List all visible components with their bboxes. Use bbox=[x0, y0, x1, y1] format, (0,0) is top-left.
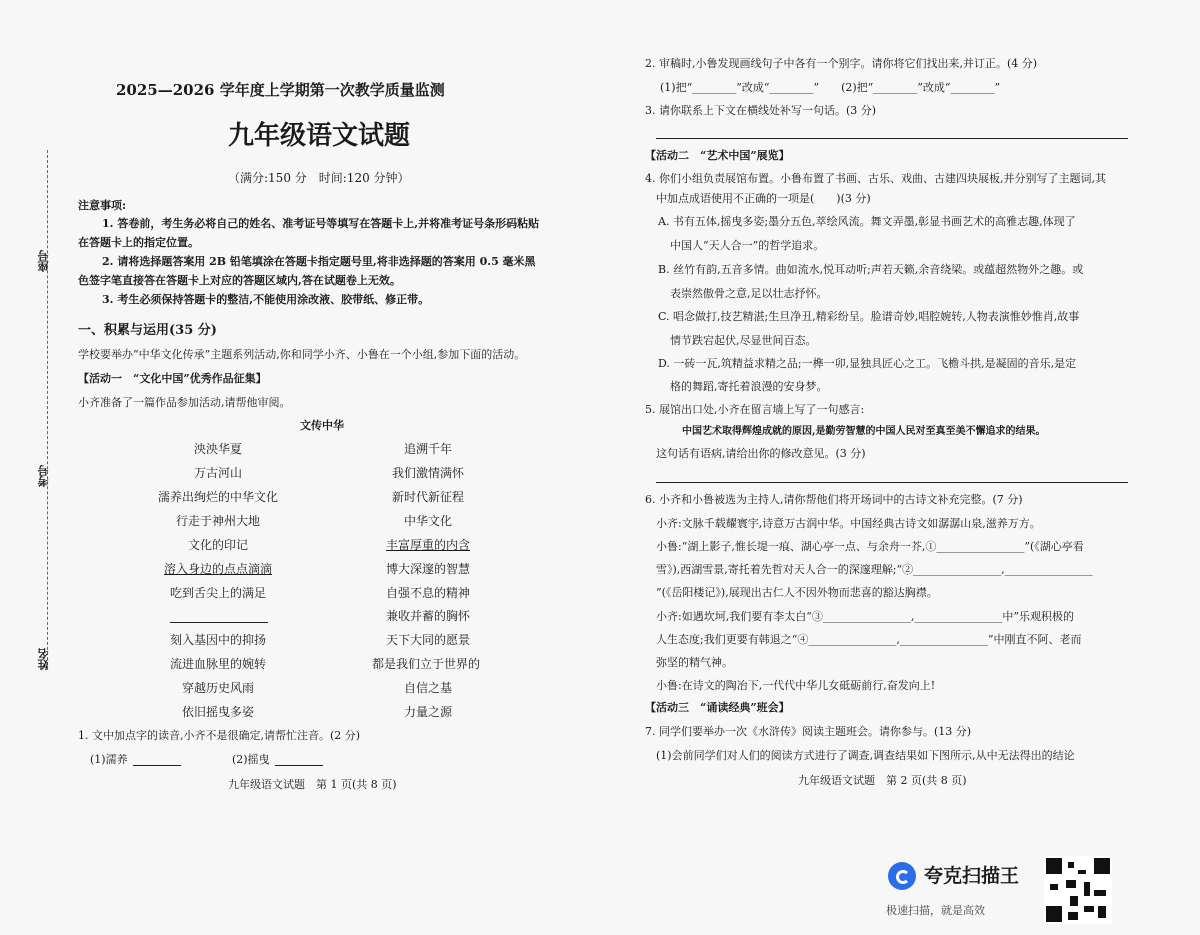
exam-number-label: 考号 bbox=[37, 465, 50, 487]
poem-blank-line bbox=[170, 622, 268, 623]
q4-option-c: 情节跌宕起伏,尽显世间百态。 bbox=[670, 334, 817, 347]
question-3: 3. 请你联系上下文在横线处补写一句话。(3 分) bbox=[645, 104, 877, 117]
notice-line: 1. 答卷前，考生务必将自己的姓名、准考证号等填写在答题卡上,并将准考证号条形码粘贴 bbox=[102, 217, 540, 230]
poem-line: 博大深邃的智慧 bbox=[386, 562, 471, 576]
q6-line: 小鲁:在诗文的陶冶下,一代代中华儿女砥砺前行,奋发向上! bbox=[656, 679, 936, 692]
poem-line: 新时代新征程 bbox=[392, 490, 465, 504]
binding-line bbox=[47, 150, 48, 670]
q1-item-2-label: (2)摇曳 bbox=[232, 753, 270, 766]
poem-line: 自信之基 bbox=[404, 681, 453, 695]
q3-answer-line[interactable] bbox=[656, 138, 1128, 139]
poem-title: 文传中华 bbox=[300, 419, 344, 432]
question-1: 1. 文中加点字的读音,小齐不是很确定,请帮忙注音。(2 分) bbox=[78, 729, 361, 742]
q4-option-b: B. 丝竹有韵,五音多情。曲如流水,悦耳动听;声若天籁,余音绕梁。或蕴超然物外之趣。或 bbox=[658, 263, 1084, 276]
poem-line: 依旧摇曳多姿 bbox=[182, 705, 255, 719]
notice-line: 2. 请将选择题答案用 2B 铅笔填涂在答题卡指定题号里,将非选择题的答案用 0.5 毫米黑 bbox=[102, 255, 536, 268]
question-2: 2. 审稿时,小鲁发现画线句子中各有一个别字。请你将它们找出来,并订正。(4 分) bbox=[645, 57, 1038, 70]
q4-option-d: 格的舞蹈,寄托着浪漫的安身梦。 bbox=[670, 380, 828, 393]
activity-2-heading: 【活动二 “艺术中国”展览】 bbox=[645, 149, 790, 162]
question-7: 7. 同学们要举办一次《水浒传》阅读主题班会。请你参与。(13 分) bbox=[645, 725, 972, 738]
notice-line: 3. 考生必须保持答题卡的整洁,不能使用涂改液、胶带纸、修正带。 bbox=[102, 293, 430, 306]
activity-intro: 学校要举办“中华文化传承”主题系列活动,你和同学小齐、小鲁在一个小组,参加下面的活动。 bbox=[78, 348, 526, 361]
poem-line: 吃到舌尖上的满足 bbox=[170, 586, 267, 600]
q4-option-d: D. 一砖一瓦,筑精益求精之品;一榫一卯,显独具匠心之工。飞檐斗拱,是凝固的音乐,是定 bbox=[658, 357, 1077, 370]
q1-item-2-answer-line[interactable] bbox=[275, 765, 323, 766]
q4-option-c: C. 唱念做打,技艺精湛;生旦净丑,精彩纷呈。脸谱奇妙,唱腔婉转,人物表演惟妙惟肖,故事 bbox=[658, 310, 1080, 323]
page-1-footer: 九年级语文试题 第 1 页(共 8 页) bbox=[228, 778, 397, 791]
q4-option-a: A. 书有五体,摇曳多姿;墨分五色,萃绘风流。舞文弄墨,彰显书画艺术的高雅志趣,体现了 bbox=[658, 215, 1076, 228]
q5-instruction: 这句话有语病,请给出你的修改意见。(3 分) bbox=[656, 447, 866, 460]
question-4: 4. 你们小组负责展馆布置。小鲁布置了书画、古乐、戏曲、古建四块展板,并分别写了主题词,其 bbox=[645, 172, 1106, 185]
notice-line: 色签字笔直接答在答题卡上对应的答题区域内,答在试题卷上无效。 bbox=[78, 274, 401, 287]
qr-code-icon bbox=[1044, 856, 1112, 924]
poem-line: 中华文化 bbox=[404, 514, 453, 528]
poem-line: 都是我们立于世界的 bbox=[372, 657, 481, 671]
scanner-slogan: 极速扫描，就是高效 bbox=[886, 904, 985, 917]
section-1-heading: 一、积累与运用(35 分) bbox=[78, 323, 217, 338]
notice-line: 在答题卡上的指定位置。 bbox=[78, 236, 199, 249]
poem-line: 追溯千年 bbox=[404, 442, 453, 456]
poem-line: 力量之源 bbox=[404, 705, 453, 719]
activity-3-heading: 【活动三 “诵读经典”班会】 bbox=[645, 701, 790, 714]
q4-option-b: 表崇然傲骨之意,足以壮志抒怀。 bbox=[670, 287, 828, 300]
name-label: 姓名 bbox=[37, 648, 50, 670]
poem-line: 刻入基因中的抑扬 bbox=[170, 633, 267, 647]
poem-line: 兼收并蓄的胸怀 bbox=[386, 609, 471, 623]
poem-line: 泱泱华夏 bbox=[194, 442, 243, 456]
q4-option-a: 中国人“天人合一”的哲学追求。 bbox=[670, 239, 825, 252]
score-time: （满分:150 分 时间:120 分钟） bbox=[228, 171, 410, 185]
q6-line: 小鲁:“湖上影子,惟长堤一痕、湖心亭一点、与余舟一芥,①________________”(《湖心亭看 bbox=[656, 540, 1084, 553]
poem-line: 濡养出绚烂的中华文化 bbox=[158, 490, 279, 504]
q6-line: 雪》),西湖雪景,寄托着先哲对天人合一的深邃理解;“②________________,________________ bbox=[656, 563, 1093, 576]
q1-item-1-answer-line[interactable] bbox=[133, 765, 181, 766]
q6-line: 小齐:文脉千载耀寰宇,诗意万古润中华。中国经典古诗文如潺潺山泉,滋养万方。 bbox=[656, 517, 1041, 530]
activity-1-intro: 小齐准备了一篇作品参加活动,请帮他审阅。 bbox=[78, 396, 291, 409]
scanner-logo-icon bbox=[888, 862, 916, 890]
question-4: 中加点成语使用不正确的一项是( )(3 分) bbox=[656, 192, 871, 205]
poem-line-underlined: 溶入身边的点点滴滴 bbox=[164, 562, 273, 576]
poem-line: 自强不息的精神 bbox=[386, 586, 471, 600]
q6-line: 弥坚的精气神。 bbox=[656, 656, 733, 669]
poem-line: 万古河山 bbox=[194, 466, 243, 480]
poem-line: 天下大同的愿景 bbox=[386, 633, 471, 647]
question-5: 5. 展馆出口处,小齐在留言墙上写了一句感言: bbox=[645, 403, 865, 416]
q6-line: 小齐:如遇坎坷,我们要有李太白“③________________,________________中”乐观积极的 bbox=[656, 610, 1074, 623]
question-6: 6. 小齐和小鲁被选为主持人,请你帮他们将开场词中的古诗文补充完整。(7 分) bbox=[645, 493, 1023, 506]
q6-line: 人生态度;我们更要有韩退之“④________________,________________”中刚直不阿、老而 bbox=[656, 633, 1082, 646]
page-2-footer: 九年级语文试题 第 2 页(共 8 页) bbox=[798, 774, 967, 787]
poem-line: 行走于神州大地 bbox=[176, 514, 261, 528]
scanner-brand: 夸克扫描王 bbox=[924, 865, 1020, 887]
exam-title: 九年级语文试题 bbox=[228, 121, 411, 151]
q7-part-1: (1)会前同学们对人们的阅读方式进行了调查,调查结果如下图所示,从中无法得出的结论 bbox=[656, 749, 1075, 762]
notice-title: 注意事项: bbox=[78, 199, 127, 212]
poem-line: 文化的印记 bbox=[188, 538, 249, 552]
q5-quote: 中国艺术取得辉煌成就的原因,是勤劳智慧的中国人民对至真至美不懈追求的结果。 bbox=[682, 426, 1046, 437]
q2-answer-line: (1)把“________”改成“________” (2)把“________”改成“________” bbox=[660, 81, 1001, 94]
poem-line-underlined: 丰富厚重的内含 bbox=[386, 538, 471, 552]
q6-line: ”(《岳阳楼记》),展现出古仁人不因外物而悲喜的豁达胸襟。 bbox=[656, 586, 938, 599]
q5-answer-line[interactable] bbox=[656, 482, 1128, 483]
poem-line: 穿越历史风雨 bbox=[182, 681, 255, 695]
poem-line: 我们激情满怀 bbox=[392, 466, 465, 480]
seat-number-label: 座号 bbox=[37, 250, 50, 272]
exam-header: 2025—2026 学年度上学期第一次教学质量监测 bbox=[116, 81, 445, 99]
q1-item-1-label: (1)濡养 bbox=[90, 753, 128, 766]
activity-1-heading: 【活动一 “文化中国”优秀作品征集】 bbox=[78, 372, 267, 385]
poem-line: 流进血脉里的婉转 bbox=[170, 657, 267, 671]
